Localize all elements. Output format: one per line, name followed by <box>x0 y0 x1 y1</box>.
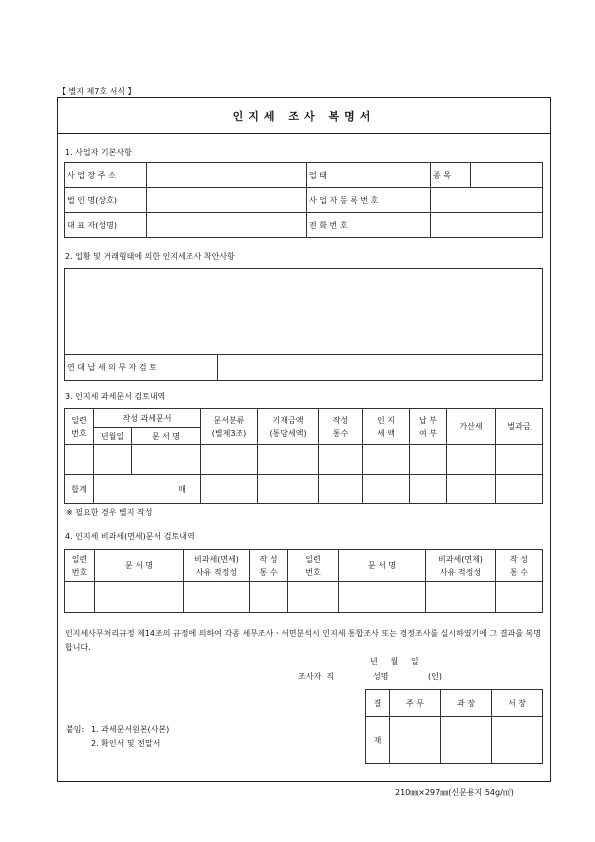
label-address: 사 업 장 주 소 <box>65 163 147 188</box>
label-company-name: 법 인 명(상호) <box>65 188 147 213</box>
taxable-docs-table <box>64 408 543 504</box>
section2-heading: 2. 업황 및 거래형태에 의한 인지세조사 착안사항 <box>65 252 235 261</box>
total-category[interactable] <box>201 475 258 504</box>
header-serial-right: 일련 번호 <box>288 550 339 582</box>
exempt-cell-doc-name[interactable] <box>95 582 184 613</box>
exempt-cell-serial[interactable] <box>65 582 95 613</box>
label-joint-taxpayer-review: 연 대 납 세 의 무 자 검 토 <box>65 355 218 381</box>
header-surcharge: 가산세 <box>447 409 496 445</box>
header-serial: 일련 번호 <box>65 409 94 445</box>
section4-heading: 4. 인지세 비과세(면세)문서 검토내역 <box>65 532 195 541</box>
label-category: 종 목 <box>431 163 471 188</box>
approval-col-director: 서 장 <box>492 690 543 717</box>
header-serial-left: 일련 번호 <box>65 550 95 582</box>
form-label: 【 별지 제7호 서식 】 <box>58 87 136 96</box>
approval-sign-officer[interactable] <box>390 717 441 764</box>
label-business-type: 업 태 <box>307 163 431 188</box>
attachment-item: 2. 확인서 및 전말서 <box>91 739 161 748</box>
signer-label: 조사자 직 <box>298 672 334 681</box>
business-info-table <box>64 162 543 238</box>
label-business-number: 사 업 자 등 록 번 호 <box>307 188 431 213</box>
address-field[interactable] <box>147 163 307 188</box>
header-doc-name: 문 서 명 <box>132 428 201 445</box>
exempt-cell-reason[interactable] <box>184 582 250 613</box>
approval-box <box>365 689 543 764</box>
header-tax: 인 지 세 액 <box>363 409 410 445</box>
attachments-label: 붙임: <box>66 725 85 734</box>
company-name-field[interactable] <box>147 188 307 213</box>
section3-heading: 3. 인지세 과세문서 검토내역 <box>65 392 166 401</box>
cell-category[interactable] <box>201 445 258 475</box>
observations-field[interactable] <box>65 269 543 355</box>
attachment-item: 1. 과세문서원본(사본) <box>91 725 170 734</box>
cell-date[interactable] <box>94 445 132 475</box>
header-category: 문서분류 (별제3조) <box>201 409 258 445</box>
header-reason-right: 비과세(면제) 사유 적정성 <box>426 550 496 582</box>
signer-name-label: 성명 <box>373 672 389 681</box>
exempt-cell-reason-2[interactable] <box>426 582 496 613</box>
header-doc-name-left: 문 서 명 <box>95 550 184 582</box>
total-amount[interactable] <box>258 475 319 504</box>
cell-paid[interactable] <box>410 445 447 475</box>
total-unit: 매 <box>94 475 201 504</box>
cell-penalty[interactable] <box>496 445 543 475</box>
exempt-docs-table <box>64 549 543 613</box>
approval-col-officer: 주 무 <box>390 690 441 717</box>
header-doc-name-right: 문 서 명 <box>339 550 426 582</box>
report-statement: 인지세사무처리규정 제14조의 규정에 의하여 각종 세무조사ㆍ서면분석시 인지세 통합조사 또는 경정조사를 실시하였기에 그 결과를 복명합니다. <box>65 629 542 652</box>
header-amount: 기재금액 (통당세액) <box>258 409 319 445</box>
category-field[interactable] <box>471 163 543 188</box>
representative-field[interactable] <box>147 213 307 238</box>
paper-spec-footer: 210㎜×297㎜(신문용지 54g/㎡) <box>395 788 514 797</box>
cell-count[interactable] <box>319 445 363 475</box>
total-tax[interactable] <box>363 475 410 504</box>
header-paid: 납 부 여 부 <box>410 409 447 445</box>
cell-doc-name[interactable] <box>132 445 201 475</box>
section1-heading: 1. 사업자 기본사항 <box>65 148 132 157</box>
additional-sheet-note: ※ 필요한 경우 별지 작성 <box>66 508 153 517</box>
approval-side-bottom: 재 <box>366 717 390 764</box>
total-penalty[interactable] <box>496 475 543 504</box>
business-number-field[interactable] <box>431 188 543 213</box>
cell-serial[interactable] <box>65 445 94 475</box>
cell-amount[interactable] <box>258 445 319 475</box>
approval-col-section-chief: 과 장 <box>441 690 492 717</box>
header-count: 작성 통수 <box>319 409 363 445</box>
approval-sign-section-chief[interactable] <box>441 717 492 764</box>
phone-field[interactable] <box>431 213 543 238</box>
signature-seal: (인) <box>428 672 442 681</box>
page-title: 인지세 조사 복명서 <box>232 110 376 123</box>
header-date: 년월일 <box>94 428 132 445</box>
header-reason-left: 비과세(면세) 사유 적정성 <box>184 550 250 582</box>
total-paid[interactable] <box>410 475 447 504</box>
header-count-left: 작 성 통 수 <box>250 550 288 582</box>
date-line: 년 월 일 <box>370 657 419 666</box>
cell-surcharge[interactable] <box>447 445 496 475</box>
exempt-cell-doc-name-2[interactable] <box>339 582 426 613</box>
header-count-right: 작 성 통 수 <box>496 550 543 582</box>
label-representative: 대 표 자(성명) <box>65 213 147 238</box>
label-phone: 전 화 번 호 <box>307 213 431 238</box>
approval-side-top: 결 <box>366 690 390 717</box>
exempt-cell-count-2[interactable] <box>496 582 543 613</box>
total-count[interactable] <box>319 475 363 504</box>
joint-taxpayer-review-field[interactable] <box>218 355 543 381</box>
exempt-cell-serial-2[interactable] <box>288 582 339 613</box>
observations-table <box>64 268 543 381</box>
approval-sign-director[interactable] <box>492 717 543 764</box>
total-label: 합계 <box>65 475 94 504</box>
header-penalty: 벌과금 <box>496 409 543 445</box>
header-doc-group: 작성 과세문서 <box>94 409 201 428</box>
exempt-cell-count[interactable] <box>250 582 288 613</box>
total-surcharge[interactable] <box>447 475 496 504</box>
cell-tax[interactable] <box>363 445 410 475</box>
title-divider <box>57 133 551 134</box>
